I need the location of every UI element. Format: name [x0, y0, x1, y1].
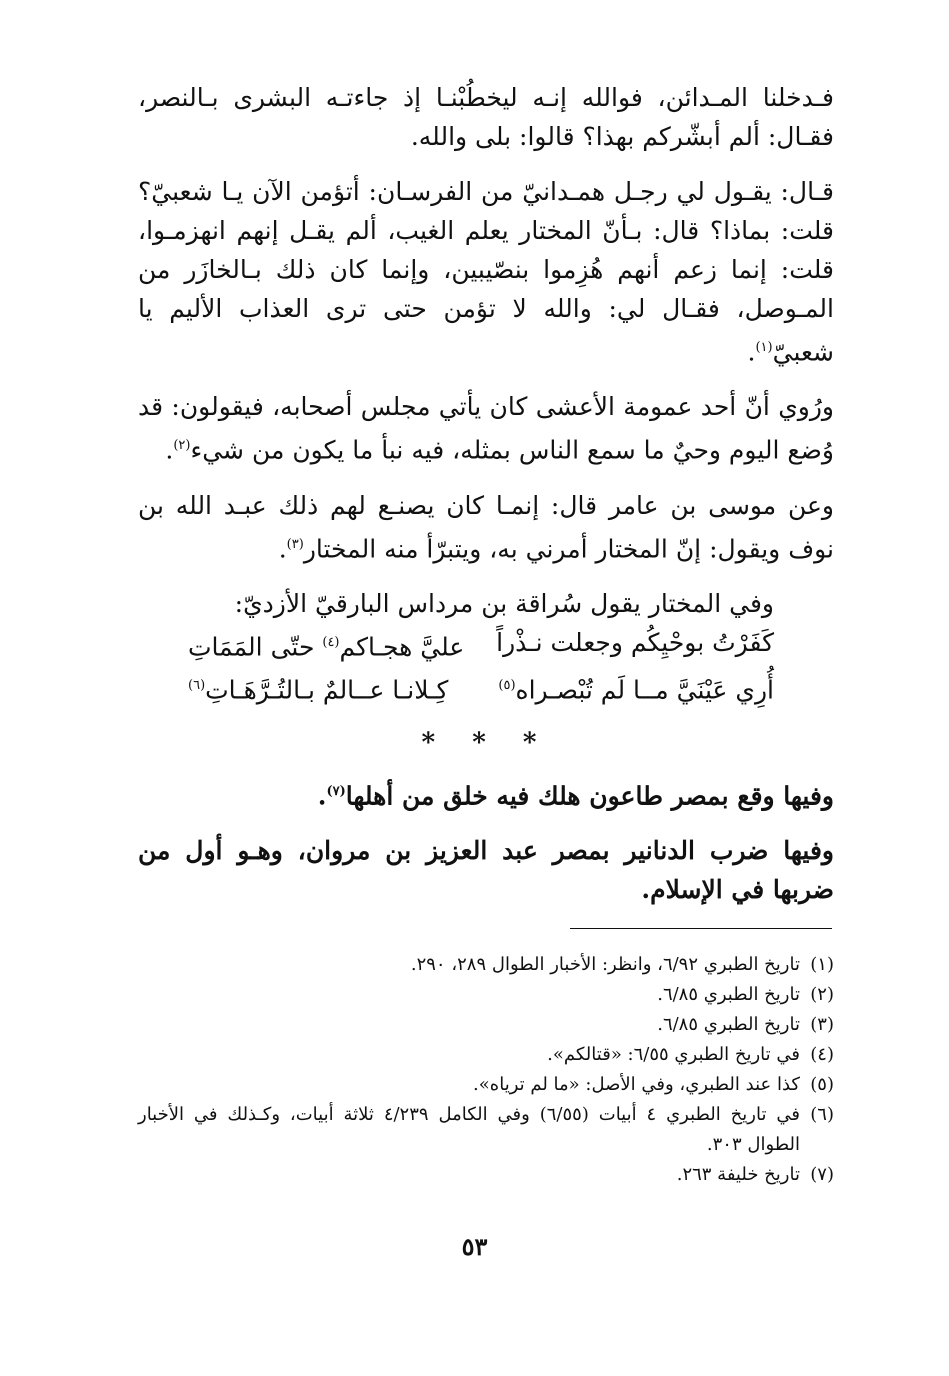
verse-2 — [138, 666, 834, 709]
footnote-ref-6[interactable]: (٦) — [188, 678, 206, 694]
footnote-number: (٣) — [810, 1014, 834, 1035]
footnote-separator — [570, 928, 832, 929]
footnote-number: (٢) — [810, 984, 834, 1005]
footnote-4 — [138, 1040, 834, 1070]
paragraph-6 — [138, 831, 834, 909]
footnotes — [138, 950, 834, 1190]
footnote-text: تاريخ الطبري ٦/٨٥. — [657, 984, 800, 1005]
paragraph-1 — [138, 78, 834, 156]
paragraph-1-text: فـدخلنا المـدائن، فوالله إنـه ليخطُبْنـا إذ جاءتـه البشرى بـالنصر، فقـال: ألم أبشّركم بهذا؟ قالوا: بلى والله. — [138, 83, 834, 151]
footnote-text: تاريخ خليفة ٢٦٣. — [676, 1164, 800, 1185]
footnote-text: تاريخ الطبري ٦/٨٥. — [657, 1014, 800, 1035]
paragraph-2: قـال: يقـول لي رجـل همـدانيّ من الفرسـان: أتؤمن الآن يـا شعبيّ؟ قلت: بماذا؟ قال: بـأنّ المختار يعلم الغيب، ألم يقـل إنهم انهزمـوا، قلت: إنما زعم أنهم هُزِموا بنصّيبين، وإنما كان ذلك بـالخازَر من المـوصل، فقـال لي: والله لا تؤمن حتى ترى العذاب الأليم يا شعبيّ$^{(١)}$. — [138, 177, 834, 367]
footnote-1 — [138, 950, 834, 980]
footnote-ref-1[interactable]: (١) — [755, 340, 773, 355]
footnote-ref-2[interactable]: (٢) — [173, 438, 191, 454]
footnote-number: (٧) — [810, 1164, 834, 1185]
footnote-number: (٤) — [810, 1044, 834, 1065]
verse-1 — [138, 623, 834, 666]
main-text — [138, 78, 834, 925]
footnote-3 — [138, 1010, 834, 1040]
paragraph-5: وفيها وقع بمصر طاعون هلك فيه خلق من أهلها$^{(٧)}$. — [317, 780, 834, 810]
footnote-text: كذا عند الطبري، وفي الأصل: «ما لم ترياه». — [473, 1074, 800, 1095]
footnote-ref-4[interactable]: (٤) — [322, 634, 340, 650]
footnote-number: (٥) — [810, 1074, 834, 1095]
paragraph-5-text: وفيها وقع بمصر طاعون هلك فيه خلق من أهلها — [345, 780, 834, 810]
paragraph-2-text: قـال: يقـول لي رجـل همـدانيّ من الفرسـان: أتؤمن الآن يـا شعبيّ؟ قلت: بماذا؟ قال: بـأنّ المختار يعلم الغيب، ألم يقـل إنهم انهزمـوا، قلت: إنما زعم أنهم هُزِموا بنصّيبين، وإنما كان ذلك بـالخازَر من المـوصل، فقـال لي: والله لا تؤمن حتى ترى العذاب الأليم يا شعبيّ — [138, 177, 834, 367]
section-divider: * * * — [421, 727, 551, 758]
verse-1-second-text-a: عليَّ هجـاكم — [339, 632, 465, 662]
poem-intro: وفي المختار يقول سُراقة بن مرداس البارقيّ الأزديّ: — [234, 588, 774, 618]
footnote-6 — [138, 1100, 834, 1160]
footnote-5 — [138, 1070, 834, 1100]
paragraph-3: ورُوي أنّ أحد عمومة الأعشى كان يأتي مجلس أصحابه، فيقولون: قد وُضع اليوم وحيٌ ما سمع الناس بمثله، فيه نبأ ما يكون من شيء$^{(٢)}$. — [138, 392, 834, 465]
verse-1-first-hemistich: كَفَرْتُ بوحْيِكُم وجعلت نـذْراً — [496, 627, 774, 657]
verse-2-first-text: أُرِي عَيْنَيَّ مــا لَم تُبْصـراه — [515, 675, 774, 705]
paragraph-6-text: وفيها ضرب الدنانير بمصر عبد العزيز بن مروان، وهـو أول من ضربها في الإسلام. — [138, 835, 834, 904]
verse-2-first-hemistich — [498, 666, 774, 709]
footnote-7 — [138, 1160, 834, 1190]
verse-1-second-hemistich — [188, 623, 464, 666]
footnote-number: (٦) — [810, 1104, 834, 1125]
paragraph-4-text: وعن موسى بن عامر قال: إنمـا كان يصنـع لهم ذلك عبـد الله بن نوف ويقول: إنّ المختار أمرني به، ويتبرّأ منه المختار — [138, 490, 834, 563]
verse-2-second-text: كِـلانـا عــالمٌ بـالتُـرَّهَـاتِ — [205, 675, 449, 705]
page-number: ٥٣ — [461, 1232, 488, 1261]
paragraph-4: وعن موسى بن عامر قال: إنمـا كان يصنـع لهم ذلك عبـد الله بن نوف ويقول: إنّ المختار أمرني به، ويتبرّأ منه المختار$^{(٣)}$. — [138, 490, 834, 563]
footnote-2 — [138, 980, 834, 1010]
verse-1-second-text-b: حتّى المَمَاتِ — [188, 632, 323, 662]
footnote-ref-7[interactable]: (٧) — [326, 783, 346, 799]
footnote-ref-3[interactable]: (٣) — [286, 536, 304, 552]
footnote-text: في تاريخ الطبري ٦/٥٥: «قتالكم». — [547, 1044, 800, 1065]
paragraph-3-text: ورُوي أنّ أحد عمومة الأعشى كان يأتي مجلس أصحابه، فيقولون: قد وُضع اليوم وحيٌ ما سمع الناس بمثله، فيه نبأ ما يكون من شيء — [138, 392, 834, 465]
footnote-text: تاريخ الطبري ٦/٩٢، وانظر: الأخبار الطوال ٢٨٩، ٢٩٠. — [410, 954, 800, 975]
footnote-text: في تاريخ الطبري ٤ أبيات (٦/٥٥) وفي الكامل ٤/٢٣٩ ثلاثة أبيات، وكـذلك في الأخبار الطوال ٣٠٣. — [138, 1104, 800, 1155]
verse-2-second-hemistich — [188, 666, 448, 709]
footnote-ref-5[interactable]: (٥) — [498, 678, 516, 694]
footnote-number: (١) — [810, 954, 834, 975]
